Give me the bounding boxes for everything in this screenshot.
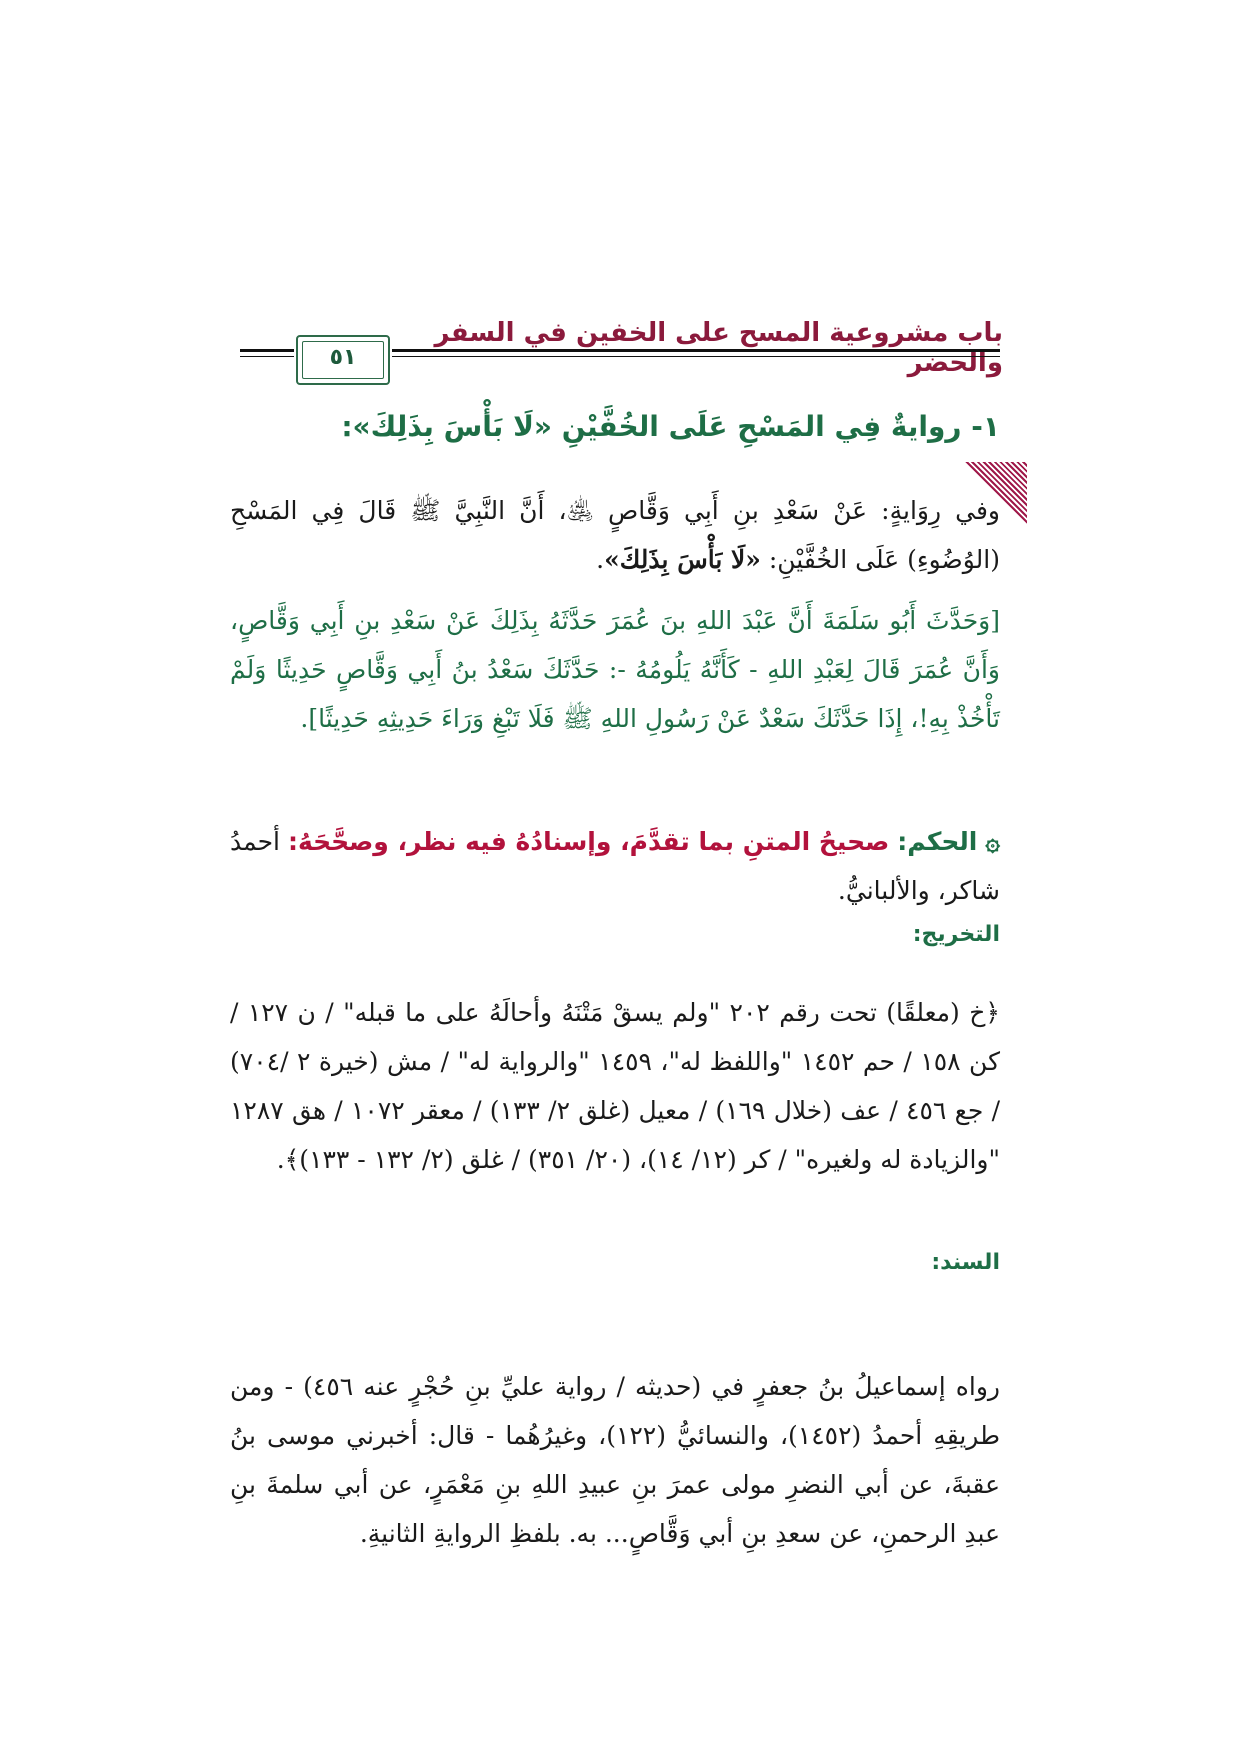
ruling-paragraph [230,817,1000,915]
ruling-label: الحكم: [897,827,978,856]
ruling-rest: أحمدُ شاكر، والألبانيُّ. [230,827,1000,905]
ruling-verdict: صحيحُ المتنِ بما تقدَّمَ، وإسنادُهُ فيه نظر، وصحَّحَهُ: [287,827,890,856]
page-number-frame [296,335,390,385]
sanad-heading: السند: [931,1250,1000,1275]
section-title: ١- روايةٌ فِي المَسْحِ عَلَى الخُفَّيْنِ «لَا بَأْسَ بِذَلِكَ»: [341,410,1000,443]
header-rule-left-top [240,349,294,352]
takhrij-heading: التخريج: [912,922,1000,947]
running-title: باب مشروعية المسح على الخفين في السفر والحضر [434,318,1003,378]
page-number: ٥١ [329,345,357,370]
header-rule-right-bottom [392,356,1000,357]
takhrij-text: ﴿خ (معلقًا) تحت رقم ٢٠٢ "ولم يسقْ مَتْنَهُ وأحالَهُ على ما قبله" / ن ١٢٧ / كن ١٥٨ / حم ١٤٥٢ "واللفظ له"، ١٤٥٩ "والرواية له" / مش (خيرة ٢ /٧٠٤) / جع ٤٥٦ / عف (خلال ١٦٩) / معيل (غلق ٢/ ١٣٣) / معقر ١٠٧٢ / هق ١٢٨٧ "والزيادة له ولغيره" / كر (١٢/ ١٤)، (٢٠/ ٣٥١) / غلق (٢/ ١٣٢ - ١٣٣)﴾. [230,998,1001,1174]
hadith-quote: «لَا بَأْسَ بِذَلِكَ» [604,545,761,574]
hadith-text [230,486,1000,584]
header-rule-right-top [392,349,1000,352]
narration-text: [وَحَدَّثَ أَبُو سَلَمَةَ أَنَّ عَبْدَ اللهِ بنَ عُمَرَ حَدَّثَهُ بِذَلِكَ عَنْ سَعْدِ بنِ أَبِي وَقَّاصٍ، وَأَنَّ عُمَرَ قَالَ لِعَبْدِ اللهِ - كَأَنَّهُ يَلُومُهُ -: حَدَّثَكَ سَعْدُ بنُ أَبِي وَقَّاصٍ حَدِيثًا وَلَمْ تَأْخُذْ بِهِ!، إِذَا حَدَّثَكَ سَعْدٌ عَنْ رَسُولِ اللهِ ﷺ فَلَا تَبْغِ وَرَاءَ حَدِيثِهِ حَدِيثًا]. [230,606,1000,733]
hadith-end: . [596,545,605,574]
ruling-flower-icon: ۞ [985,827,1000,856]
sanad-text: رواه إسماعيلُ بنُ جعفرٍ في (حديثه / رواية عليِّ بنِ حُجْرٍ عنه ٤٥٦) - ومن طريقِهِ أحمدُ (١٤٥٢)، والنسائيُّ (١٢٢)، وغيرُهُما - قال: أخبرني موسى بنُ عقبةَ، عن أبي النضرِ مولى عمرَ بنِ عبيدِ اللهِ بنِ مَعْمَرٍ، عن أبي سلمةَ بنِ عبدِ الرحمنِ، عن سعدِ بنِ أبي وَقَّاصٍ... به. بلفظِ الروايةِ الثانيةِ. [230,1372,1000,1548]
hadith-intro: وفي رِوَايةٍ: عَنْ سَعْدِ بنِ أَبِي وَقَّاصٍ ﵁، أَنَّ النَّبِيَّ ﷺ قَالَ فِي المَسْحِ (الوُضُوءِ) عَلَى الخُفَّيْنِ: [230,496,1000,574]
header-rule-left-bottom [240,356,294,357]
